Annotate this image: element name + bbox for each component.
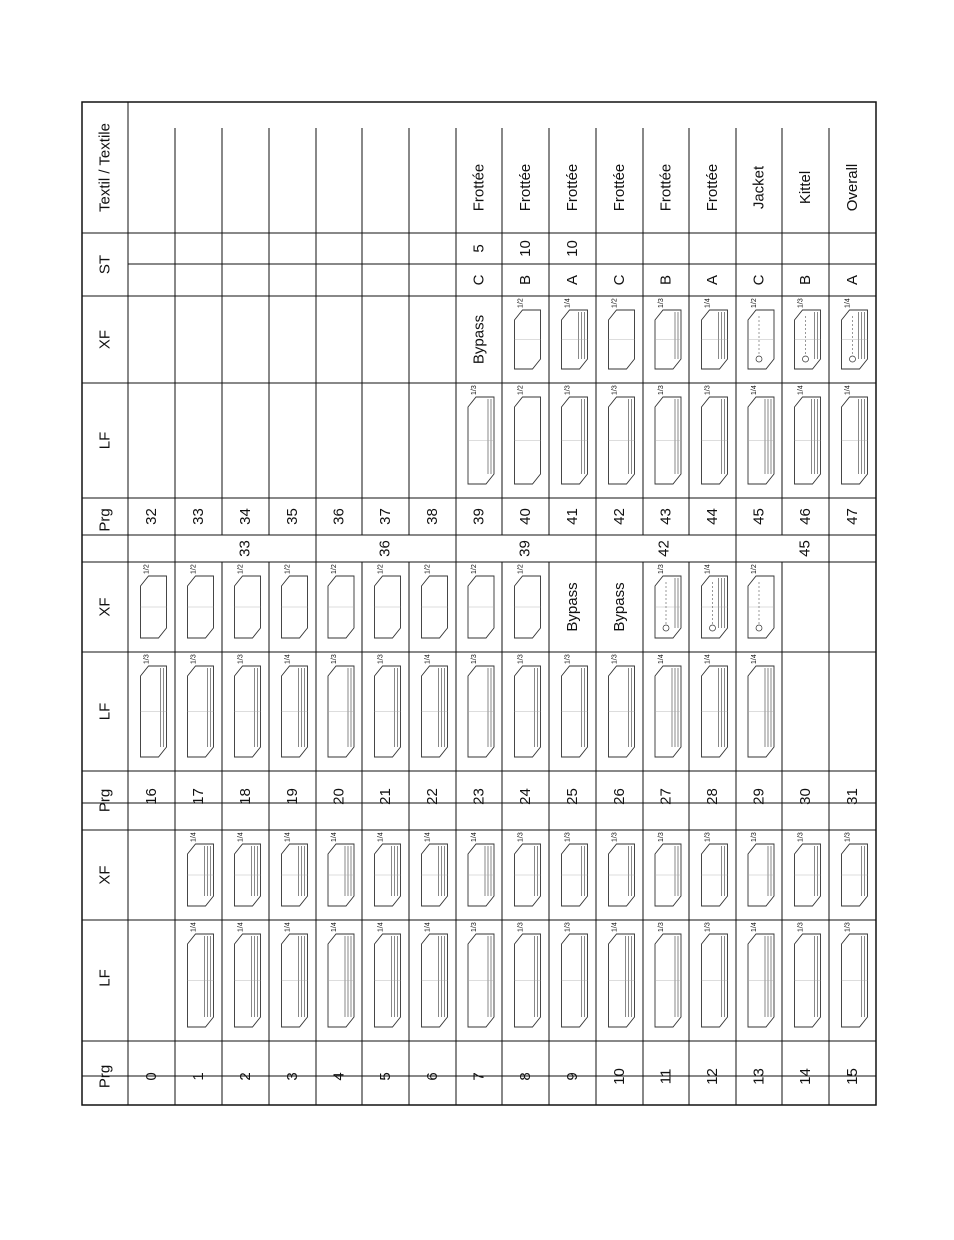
lf-fold-22 bbox=[422, 666, 448, 757]
xf-fold-47 bbox=[842, 310, 868, 369]
lf-fold-42 bbox=[609, 397, 635, 484]
prg-number: 35 bbox=[284, 508, 301, 525]
xf-fold-7 bbox=[468, 844, 494, 906]
xf-fold-45-fraction: 1/2 bbox=[751, 298, 758, 308]
lf-fold-39 bbox=[468, 397, 494, 484]
xf-fold-5 bbox=[375, 844, 401, 906]
xf-fold-22 bbox=[422, 576, 448, 638]
xf-fold-20 bbox=[328, 576, 354, 638]
lf-fold-4 bbox=[328, 934, 354, 1027]
xf-fold-26-bypass: Bypass bbox=[611, 582, 628, 632]
lf-fold-21 bbox=[375, 666, 401, 757]
prg-number: 26 bbox=[611, 788, 628, 805]
xf-fold-3 bbox=[282, 844, 308, 906]
lf-fold-10 bbox=[609, 934, 635, 1027]
lf-fold-46-fraction: 1/4 bbox=[797, 385, 805, 395]
lf-fold-12-fraction: 1/3 bbox=[704, 922, 712, 932]
prg-number: 18 bbox=[237, 788, 254, 805]
lf-fold-2-fraction: 1/4 bbox=[237, 922, 245, 932]
lf-fold-3 bbox=[282, 934, 308, 1027]
prg-number: 38 bbox=[424, 508, 441, 525]
lf-fold-29 bbox=[748, 666, 774, 757]
xf-fold-11 bbox=[655, 844, 681, 906]
prg-number: 43 bbox=[657, 508, 675, 525]
st-number: 5 bbox=[470, 244, 488, 253]
xf-fold-15-fraction: 1/3 bbox=[844, 832, 852, 842]
lf-fold-1 bbox=[188, 934, 214, 1027]
lf-fold-5-fraction: 1/4 bbox=[377, 922, 385, 932]
xf-fold-4-fraction: 1/4 bbox=[331, 832, 338, 842]
lf-fold-10-fraction: 1/4 bbox=[611, 922, 619, 932]
lf-fold-3-fraction: 1/4 bbox=[284, 922, 292, 932]
xf-fold-13 bbox=[748, 844, 774, 906]
lf-fold-21-fraction: 1/3 bbox=[377, 654, 385, 664]
textile-name: Frottée bbox=[704, 163, 721, 212]
prg-number: 40 bbox=[517, 508, 534, 525]
lf-fold-17 bbox=[188, 666, 214, 757]
prg-number: 15 bbox=[844, 1068, 861, 1085]
xf-fold-43 bbox=[655, 310, 681, 369]
xf-fold-42-fraction: 1/2 bbox=[611, 298, 619, 308]
lf-fold-5 bbox=[375, 934, 401, 1027]
xf-fold-27 bbox=[655, 576, 681, 638]
lf-fold-14 bbox=[795, 934, 821, 1027]
lf-fold-29-fraction: 1/4 bbox=[751, 654, 758, 664]
xf-fold-8-fraction: 1/3 bbox=[517, 832, 525, 842]
xf-fold-12 bbox=[702, 844, 728, 906]
xf-fold-10 bbox=[609, 844, 635, 906]
prg-number: 28 bbox=[704, 788, 721, 805]
xf-fold-24 bbox=[515, 576, 541, 638]
lf-fold-43-fraction: 1/3 bbox=[658, 385, 665, 395]
header-xf-2: XF bbox=[96, 597, 114, 617]
header-lf-3: LF bbox=[96, 431, 114, 450]
lf-fold-39-fraction: 1/3 bbox=[471, 385, 478, 395]
prg-number: 5 bbox=[377, 1072, 394, 1081]
textile-name: Overall bbox=[844, 163, 861, 212]
xf-fold-46-fraction: 1/3 bbox=[797, 298, 805, 308]
lf-fold-8-fraction: 1/3 bbox=[517, 922, 525, 932]
xf-fold-24-fraction: 1/2 bbox=[517, 564, 525, 574]
prg-number: 44 bbox=[704, 508, 721, 525]
st-letter: C bbox=[750, 274, 768, 286]
textile-name: Frottée bbox=[611, 163, 628, 212]
group-label: 42 bbox=[655, 540, 673, 557]
xf-fold-17 bbox=[188, 576, 214, 638]
prg-number: 9 bbox=[564, 1072, 581, 1081]
xf-fold-14-fraction: 1/3 bbox=[797, 832, 805, 842]
prg-number: 17 bbox=[190, 788, 207, 805]
lf-fold-45-fraction: 1/4 bbox=[751, 385, 758, 395]
lf-fold-1-fraction: 1/4 bbox=[190, 922, 198, 932]
header-lf-1: LF bbox=[96, 969, 114, 987]
prg-number: 8 bbox=[517, 1072, 534, 1081]
st-letter: A bbox=[704, 274, 721, 286]
lf-fold-20-fraction: 1/3 bbox=[331, 654, 338, 664]
textile-name: Frottée bbox=[470, 163, 488, 212]
lf-fold-42-fraction: 1/3 bbox=[611, 385, 619, 395]
prg-number: 3 bbox=[284, 1072, 301, 1081]
prg-number: 24 bbox=[517, 788, 534, 805]
prg-number: 21 bbox=[377, 788, 394, 805]
lf-fold-18-fraction: 1/3 bbox=[237, 654, 245, 664]
lf-fold-19-fraction: 1/4 bbox=[284, 654, 292, 664]
header-xf-1: XF bbox=[96, 865, 114, 885]
xf-fold-22-fraction: 1/2 bbox=[424, 564, 432, 574]
xf-fold-1-fraction: 1/4 bbox=[190, 832, 198, 842]
xf-fold-6-fraction: 1/4 bbox=[424, 832, 432, 842]
prg-number: 42 bbox=[611, 508, 628, 525]
lf-fold-24 bbox=[515, 666, 541, 757]
xf-fold-20-fraction: 1/2 bbox=[331, 564, 338, 574]
lf-fold-7 bbox=[468, 934, 494, 1027]
xf-fold-23 bbox=[468, 576, 494, 638]
group-label: 45 bbox=[796, 540, 814, 557]
lf-fold-23 bbox=[468, 666, 494, 757]
xf-fold-7-fraction: 1/4 bbox=[471, 832, 478, 842]
lf-fold-47 bbox=[842, 397, 868, 484]
textile-name: Frottée bbox=[517, 163, 534, 212]
group-label: 33 bbox=[236, 540, 254, 557]
lf-fold-17-fraction: 1/3 bbox=[190, 654, 198, 664]
prg-number: 37 bbox=[377, 508, 394, 525]
xf-fold-16 bbox=[141, 576, 167, 638]
prg-number: 30 bbox=[797, 788, 814, 805]
prg-number: 19 bbox=[284, 788, 301, 805]
lf-fold-25-fraction: 1/3 bbox=[564, 654, 572, 664]
xf-fold-19-fraction: 1/2 bbox=[284, 564, 292, 574]
header-textil: Textil / Textile bbox=[96, 123, 114, 212]
header-xf-3: XF bbox=[96, 329, 114, 350]
lf-fold-16-fraction: 1/3 bbox=[143, 654, 151, 664]
xf-fold-1 bbox=[188, 844, 214, 906]
xf-fold-41 bbox=[562, 310, 588, 369]
xf-fold-9-fraction: 1/3 bbox=[564, 832, 572, 842]
textile-name: Frottée bbox=[657, 163, 675, 212]
prg-number: 14 bbox=[797, 1068, 814, 1085]
xf-fold-27-fraction: 1/3 bbox=[658, 564, 665, 574]
lf-fold-9 bbox=[562, 934, 588, 1027]
lf-fold-22-fraction: 1/4 bbox=[424, 654, 432, 664]
lf-fold-27-fraction: 1/4 bbox=[658, 654, 665, 664]
xf-fold-2 bbox=[235, 844, 261, 906]
xf-fold-8 bbox=[515, 844, 541, 906]
xf-fold-43-fraction: 1/3 bbox=[658, 298, 665, 308]
prg-number: 6 bbox=[424, 1072, 441, 1081]
prg-number: 47 bbox=[844, 508, 861, 525]
xf-fold-15 bbox=[842, 844, 868, 906]
xf-fold-42 bbox=[609, 310, 635, 369]
prg-number: 11 bbox=[657, 1068, 675, 1085]
lf-fold-6-fraction: 1/4 bbox=[424, 922, 432, 932]
xf-fold-47-stroke bbox=[850, 356, 856, 362]
xf-fold-17-fraction: 1/2 bbox=[190, 564, 198, 574]
group-label: 36 bbox=[376, 540, 394, 557]
lf-fold-19 bbox=[282, 666, 308, 757]
xf-fold-28 bbox=[702, 576, 728, 638]
lf-fold-15 bbox=[842, 934, 868, 1027]
lf-fold-41 bbox=[562, 397, 588, 484]
st-number: 10 bbox=[564, 240, 581, 257]
prg-number: 34 bbox=[237, 508, 254, 525]
lf-fold-44 bbox=[702, 397, 728, 484]
prg-number: 7 bbox=[470, 1072, 488, 1081]
st-letter: A bbox=[564, 274, 581, 286]
xf-fold-44-fraction: 1/4 bbox=[704, 298, 712, 308]
lf-fold-28 bbox=[702, 666, 728, 757]
xf-fold-5-fraction: 1/4 bbox=[377, 832, 385, 842]
xf-fold-6 bbox=[422, 844, 448, 906]
xf-fold-39-bypass: Bypass bbox=[470, 314, 488, 365]
lf-fold-9-fraction: 1/3 bbox=[564, 922, 572, 932]
xf-fold-3-fraction: 1/4 bbox=[284, 832, 292, 842]
lf-fold-20 bbox=[328, 666, 354, 757]
xf-fold-46-stroke bbox=[803, 356, 809, 362]
textile-name: Frottée bbox=[564, 163, 581, 212]
xf-fold-18 bbox=[235, 576, 261, 638]
st-letter: B bbox=[657, 274, 675, 286]
header-prg-2: Prg bbox=[96, 788, 114, 813]
lf-fold-26 bbox=[609, 666, 635, 757]
xf-fold-19 bbox=[282, 576, 308, 638]
xf-fold-25-bypass: Bypass bbox=[564, 582, 581, 632]
prg-number: 4 bbox=[330, 1072, 348, 1081]
lf-fold-13-fraction: 1/4 bbox=[751, 922, 758, 932]
xf-fold-10-fraction: 1/3 bbox=[611, 832, 619, 842]
prg-number: 27 bbox=[657, 788, 675, 805]
lf-fold-11-fraction: 1/3 bbox=[658, 922, 665, 932]
prg-number: 46 bbox=[797, 508, 814, 525]
xf-fold-29 bbox=[748, 576, 774, 638]
prg-number: 45 bbox=[750, 508, 768, 525]
textile-name: Kittel bbox=[797, 170, 814, 205]
textile-name: Jacket bbox=[750, 165, 768, 210]
header-lf-2: LF bbox=[96, 702, 114, 721]
header-prg-3: Prg bbox=[96, 508, 114, 532]
prg-number: 33 bbox=[190, 508, 207, 525]
lf-fold-43 bbox=[655, 397, 681, 484]
prg-number: 39 bbox=[470, 508, 488, 525]
st-letter: C bbox=[470, 274, 488, 286]
prg-number: 31 bbox=[844, 788, 861, 805]
xf-fold-21 bbox=[375, 576, 401, 638]
prg-number: 10 bbox=[611, 1068, 628, 1085]
lf-fold-27 bbox=[655, 666, 681, 757]
xf-fold-27-stroke bbox=[663, 625, 669, 631]
lf-fold-23-fraction: 1/3 bbox=[471, 654, 478, 664]
group-label: 39 bbox=[516, 540, 534, 557]
prg-number: 32 bbox=[143, 508, 160, 525]
xf-fold-9 bbox=[562, 844, 588, 906]
xf-fold-29-fraction: 1/2 bbox=[751, 564, 758, 574]
st-letter: B bbox=[797, 274, 814, 286]
prg-number: 36 bbox=[330, 508, 348, 525]
xf-fold-46 bbox=[795, 310, 821, 369]
xf-fold-45-stroke bbox=[756, 356, 762, 362]
lf-fold-6 bbox=[422, 934, 448, 1027]
prg-number: 12 bbox=[704, 1068, 721, 1085]
lf-fold-13 bbox=[748, 934, 774, 1027]
prg-number: 20 bbox=[330, 788, 348, 805]
xf-fold-28-stroke bbox=[710, 625, 716, 631]
lf-fold-44-fraction: 1/3 bbox=[704, 385, 712, 395]
lf-fold-26-fraction: 1/3 bbox=[611, 654, 619, 664]
xf-fold-40 bbox=[515, 310, 541, 369]
st-letter: B bbox=[517, 274, 534, 286]
lf-fold-28-fraction: 1/4 bbox=[704, 654, 712, 664]
header-prg-1: Prg bbox=[96, 1064, 114, 1089]
prg-number: 0 bbox=[143, 1072, 160, 1081]
lf-fold-4-fraction: 1/4 bbox=[331, 922, 338, 932]
xf-fold-16-fraction: 1/2 bbox=[143, 564, 151, 574]
xf-fold-21-fraction: 1/2 bbox=[377, 564, 385, 574]
lf-fold-47-fraction: 1/4 bbox=[844, 385, 852, 395]
xf-fold-4 bbox=[328, 844, 354, 906]
xf-fold-13-fraction: 1/3 bbox=[751, 832, 758, 842]
lf-fold-45 bbox=[748, 397, 774, 484]
lf-fold-7-fraction: 1/3 bbox=[471, 922, 478, 932]
st-number: 10 bbox=[517, 240, 534, 257]
xf-fold-29-stroke bbox=[756, 625, 762, 631]
prg-number: 25 bbox=[564, 788, 581, 805]
st-letter: A bbox=[844, 274, 861, 286]
lf-fold-18 bbox=[235, 666, 261, 757]
lf-fold-8 bbox=[515, 934, 541, 1027]
lf-fold-40-fraction: 1/2 bbox=[517, 385, 525, 395]
prg-number: 22 bbox=[424, 788, 441, 805]
lf-fold-14-fraction: 1/3 bbox=[797, 922, 805, 932]
xf-fold-18-fraction: 1/2 bbox=[237, 564, 245, 574]
lf-fold-40 bbox=[515, 397, 541, 484]
prg-number: 2 bbox=[237, 1072, 254, 1081]
xf-fold-47-fraction: 1/4 bbox=[844, 298, 852, 308]
st-letter: C bbox=[611, 274, 628, 286]
xf-fold-44 bbox=[702, 310, 728, 369]
xf-fold-41-fraction: 1/4 bbox=[564, 298, 572, 308]
lf-fold-46 bbox=[795, 397, 821, 484]
prg-number: 13 bbox=[750, 1068, 768, 1085]
prg-number: 16 bbox=[143, 788, 160, 805]
lf-fold-16 bbox=[141, 666, 167, 757]
xf-fold-11-fraction: 1/3 bbox=[658, 832, 665, 842]
xf-fold-40-fraction: 1/2 bbox=[517, 298, 525, 308]
header-st: ST bbox=[96, 254, 114, 275]
prg-number: 1 bbox=[190, 1072, 207, 1081]
lf-fold-12 bbox=[702, 934, 728, 1027]
prg-number: 41 bbox=[564, 508, 581, 525]
xf-fold-2-fraction: 1/4 bbox=[237, 832, 245, 842]
lf-fold-25 bbox=[562, 666, 588, 757]
prg-number: 23 bbox=[470, 788, 488, 805]
lf-fold-15-fraction: 1/3 bbox=[844, 922, 852, 932]
xf-fold-45 bbox=[748, 310, 774, 369]
prg-number: 29 bbox=[750, 788, 768, 805]
xf-fold-14 bbox=[795, 844, 821, 906]
xf-fold-23-fraction: 1/2 bbox=[471, 564, 478, 574]
lf-fold-2 bbox=[235, 934, 261, 1027]
xf-fold-28-fraction: 1/4 bbox=[704, 564, 712, 574]
lf-fold-41-fraction: 1/3 bbox=[564, 385, 572, 395]
xf-fold-12-fraction: 1/3 bbox=[704, 832, 712, 842]
lf-fold-11 bbox=[655, 934, 681, 1027]
lf-fold-24-fraction: 1/3 bbox=[517, 654, 525, 664]
